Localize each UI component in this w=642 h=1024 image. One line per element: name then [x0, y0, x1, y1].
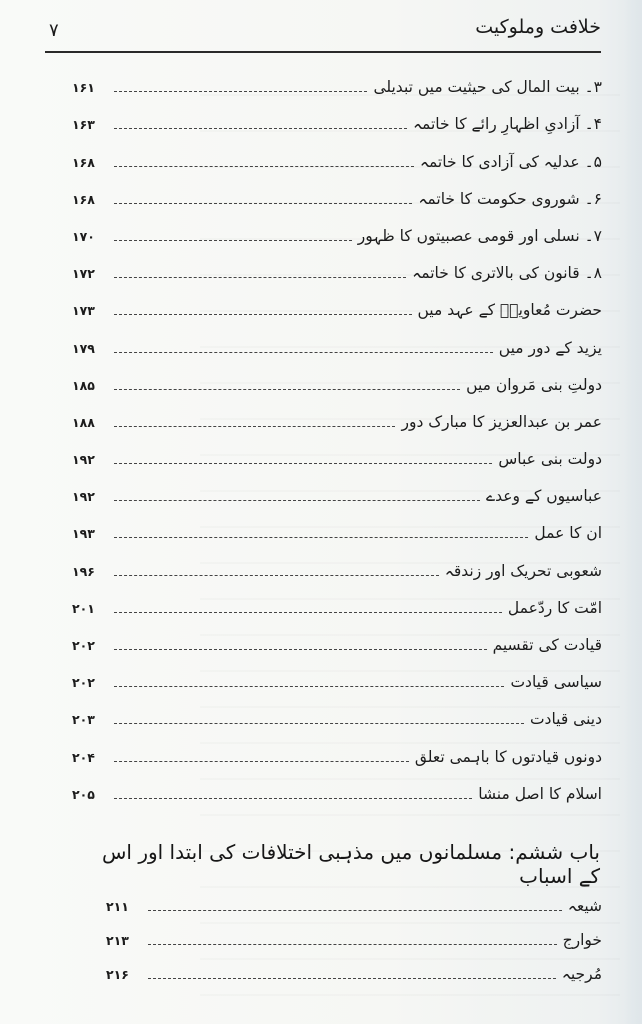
toc-entry [72, 360, 602, 397]
toc-entry-title: حضرت مُعاویہؓ کے عہد میں [417, 301, 602, 320]
toc-entry-title: یزید کے دور میں [498, 338, 602, 357]
toc-entry-page: ۱۷۰ [72, 228, 95, 244]
toc-entry-page: ۲۰۳ [72, 712, 95, 728]
toc-entry-title: مُرجیہ [561, 965, 602, 983]
toc-entry [72, 99, 602, 136]
toc-entry-title: دولتِ بنی مَروان میں [466, 375, 602, 394]
toc-entry-page: ۲۰۲ [72, 675, 95, 691]
toc-entry [72, 657, 602, 694]
toc-entry-page: ۱۸۵ [72, 377, 95, 393]
toc-entry-title: شیعہ [567, 897, 602, 915]
dotted-leader [114, 91, 367, 92]
dotted-leader [114, 798, 472, 799]
toc-entry-page: ۱۶۱ [72, 80, 95, 96]
toc-entry-page: ۲۱۶ [106, 967, 129, 982]
chapter-heading: باب ششم: مسلمانوں میں مذہبی اختلافات کی ابتدا اور اس کے اسباب [102, 840, 600, 888]
dotted-leader [114, 426, 395, 427]
running-head [45, 14, 601, 48]
toc-entry-page: ۱۸۸ [72, 414, 95, 430]
dotted-leader [148, 910, 562, 911]
dotted-leader [114, 166, 414, 167]
book-title: خلافت وملوکیت [475, 16, 601, 38]
toc-entry [106, 884, 602, 918]
page-edge-shadow [624, 0, 642, 1024]
toc-entry-page: ۱۹۶ [72, 563, 95, 579]
toc-entry-page: ۲۰۲ [72, 638, 95, 653]
toc-entry [72, 397, 602, 434]
dotted-leader [114, 240, 352, 241]
dotted-leader [114, 463, 492, 464]
toc-entry [72, 322, 602, 359]
dotted-leader [114, 686, 504, 687]
dotted-leader [114, 575, 439, 576]
toc-entry-page: ۱۷۲ [72, 266, 95, 282]
toc-entry [72, 471, 602, 508]
toc-entry [72, 174, 602, 211]
dotted-leader [148, 944, 557, 945]
toc-entry-title: ۶۔ شوروی حکومت کا خاتمہ [418, 189, 602, 208]
dotted-leader [114, 500, 480, 501]
dotted-leader [114, 537, 528, 538]
dotted-leader [114, 277, 406, 278]
toc-entry-page: ۱۷۳ [72, 303, 95, 319]
page-number: ۷ [49, 20, 59, 41]
toc-entry-page: ۲۰۴ [72, 749, 95, 765]
toc-entry [72, 545, 602, 582]
toc-entry [72, 769, 602, 806]
toc-entry-page: ۲۰۱ [72, 600, 95, 616]
toc-entry [106, 918, 602, 952]
toc-entry-page: ۱۶۳ [72, 117, 95, 133]
toc-entry-page: ۱۹۳ [72, 526, 95, 542]
table-of-contents [72, 62, 602, 806]
toc-entry [72, 694, 602, 731]
toc-entry-title: ۸۔ قانون کی بالاتری کا خاتمہ [412, 264, 602, 283]
toc-entry-title: دولت بنی عباس [498, 450, 602, 469]
dotted-leader [114, 352, 493, 353]
toc-entry-title: ان کا عمل [534, 524, 602, 543]
toc-entry-title: ۳۔ بیت المال کی حیثیت میں تبدیلی [373, 78, 602, 97]
toc-entry [72, 583, 602, 620]
toc-entry-title: ۴۔ آزادیِ اظہارِ رائے کا خاتمہ [412, 115, 602, 134]
toc-entry-page: ۲۱۱ [106, 899, 129, 914]
toc-entry-page: ۱۷۹ [72, 340, 95, 356]
toc-entry [72, 136, 602, 173]
toc-entry-page: ۱۶۸ [72, 191, 95, 207]
toc-entry-title: قیادت کی تقسیم [492, 636, 602, 654]
toc-entry [106, 952, 602, 986]
toc-entry [72, 285, 602, 322]
toc-entry-title: عباسیوں کے وعدے [486, 487, 602, 506]
toc-entry-title: ۵۔ عدلیہ کی آزادی کا خاتمہ [419, 152, 602, 171]
toc-entry-page: ۲۱۳ [106, 933, 129, 948]
dotted-leader [114, 723, 524, 724]
toc-entry [72, 620, 602, 657]
toc-entry-page: ۲۰۵ [72, 786, 95, 802]
toc-entry [72, 434, 602, 471]
toc-entry-page: ۱۶۸ [72, 154, 95, 170]
dotted-leader [114, 389, 460, 390]
toc-entry-page: ۱۹۲ [72, 489, 95, 505]
toc-entry-title: ۷۔ نسلی اور قومی عصبیتوں کا ظہور [357, 226, 602, 245]
toc-entry-title: خوارج [562, 931, 602, 949]
toc-entry-title: شعوبی تحریک اور زندقہ [444, 561, 602, 580]
toc-entry [72, 62, 602, 99]
toc-entry-title: سیاسی قیادت [510, 673, 602, 692]
toc-entry-title: اسلام کا اصل منشا [478, 784, 602, 803]
toc-entry [72, 248, 602, 285]
toc-entry [72, 508, 602, 545]
dotted-leader [114, 128, 407, 129]
toc-entry [72, 211, 602, 248]
toc-entry-title: دینی قیادت [529, 710, 602, 729]
header-rule [45, 51, 601, 53]
dotted-leader [114, 649, 487, 650]
toc-entry-title: دونوں قیادتوں کا باہمی تعلق [414, 747, 602, 766]
dotted-leader [114, 612, 502, 613]
toc-entry-title: امّت کا ردّعمل [507, 598, 602, 617]
toc-entry-page: ۱۹۲ [72, 452, 95, 468]
chapter-toc [106, 884, 602, 986]
dotted-leader [114, 761, 409, 762]
toc-entry-title: عمر بن عبدالعزیز کا مبارک دور [401, 412, 602, 431]
toc-entry [72, 731, 602, 768]
dotted-leader [148, 978, 556, 979]
dotted-leader [114, 314, 412, 315]
dotted-leader [114, 203, 412, 204]
